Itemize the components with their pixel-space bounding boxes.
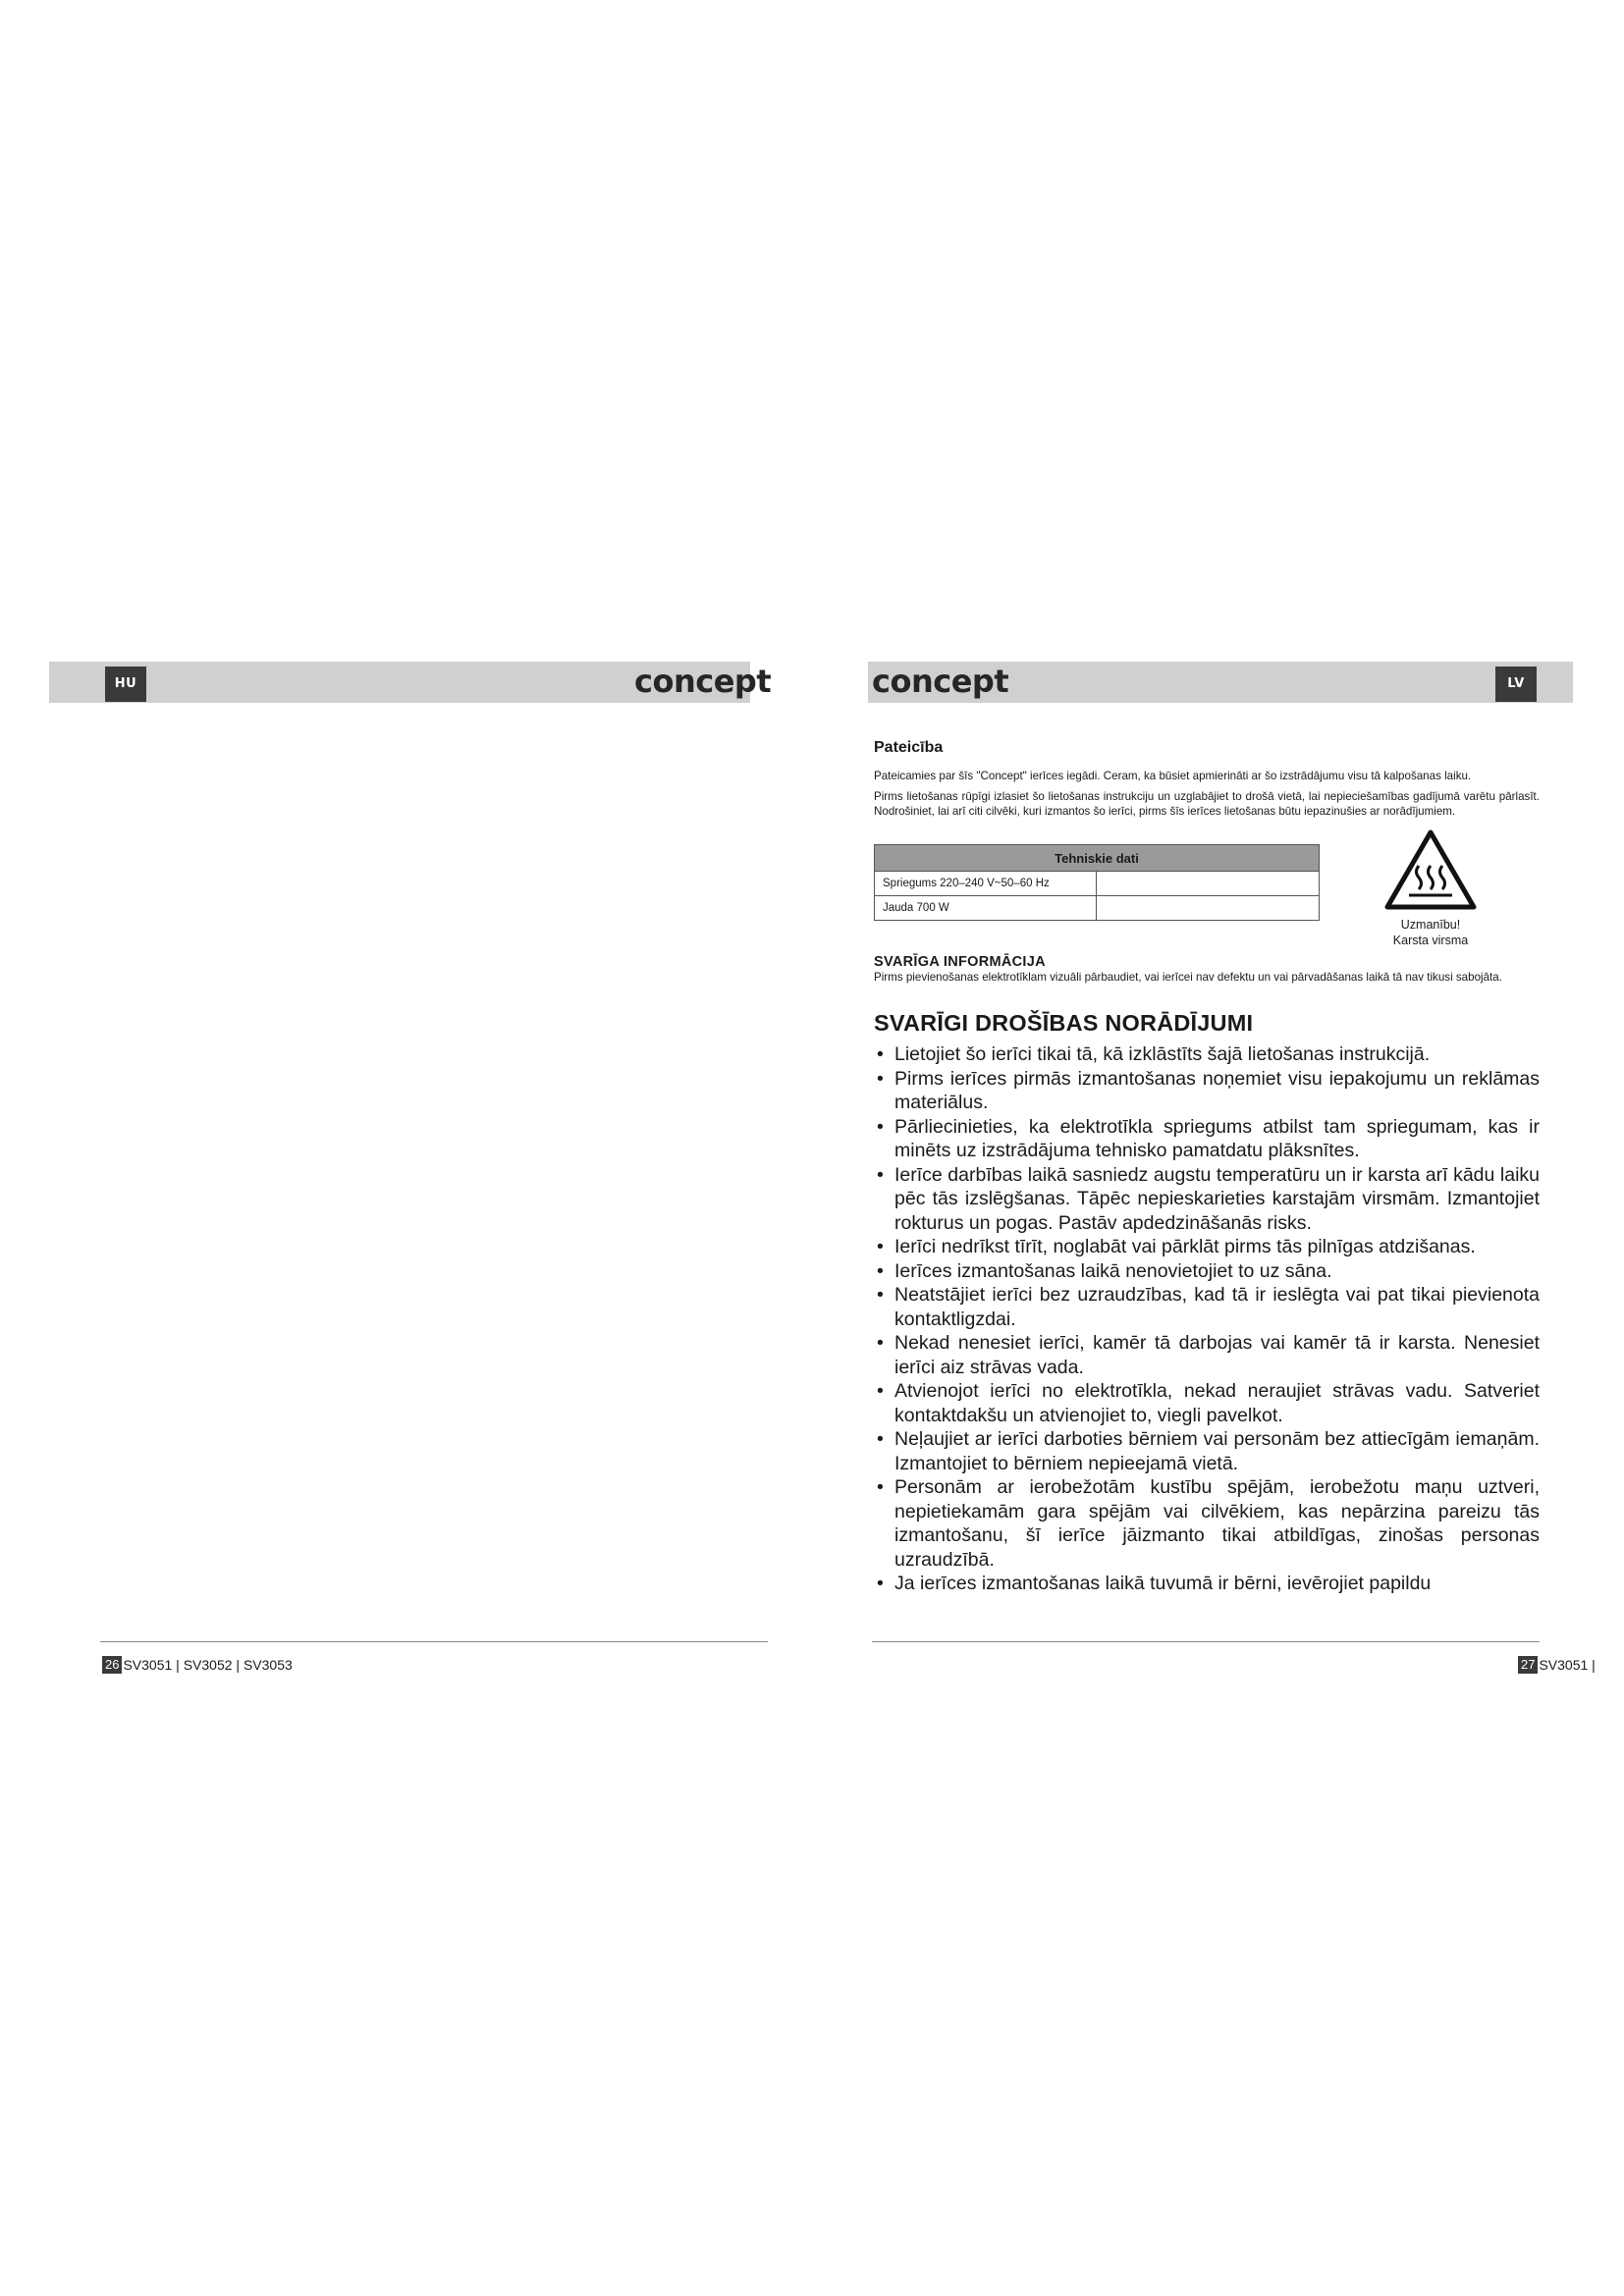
warning-sublabel: Karsta virsma <box>1392 934 1469 947</box>
left-footer-rule <box>100 1641 768 1642</box>
language-badge-lv: LV <box>1495 667 1537 702</box>
list-item: • Personām ar ierobežotām kustību spējām, ierobežotu maņu uztveri, nepietiekamām gara spējām vai cilvēkiem, kas nepārzina pareizu tās izmantošanu, šī ierīce jāizmanto tikai atbildīgas, zinošas personas uzraudzībā. <box>874 1475 1540 1572</box>
technical-data-table <box>874 844 1320 921</box>
right-footer-rule <box>872 1641 1540 1642</box>
warning-label: Uzmanību! <box>1400 918 1461 932</box>
list-item: • Ierīces izmantošanas laikā nenovietojiet to uz sāna. <box>874 1259 1540 1284</box>
list-item: • Neļaujiet ar ierīci darboties bērniem vai personām bez attiecīgām iemaņām. Izmantojiet to bērniem nepieejamā vietā. <box>874 1427 1540 1475</box>
right-page-number: 27 <box>1518 1656 1538 1674</box>
list-item: • Atvienojot ierīci no elektrotīkla, nekad neraujiet strāvas vadu. Satveriet kontaktdakšu un atvienojiet to, viegli pavelkot. <box>874 1379 1540 1427</box>
technical-data-title: Tehniskie dati <box>875 845 1320 872</box>
safety-instructions-heading: SVARĪGI DROŠĪBAS NORĀDĪJUMI <box>874 1010 1254 1036</box>
spec-section <box>874 844 1540 954</box>
thanks-paragraph-1: Pateicamies par šīs "Concept" ierīces iegādi. Ceram, ka būsiet apmierināti ar šo izstrādājumu visu tā kalpošanas laiku. <box>874 770 1472 782</box>
table-cell-empty <box>1097 896 1320 921</box>
hot-surface-warning-icon <box>1383 828 1478 911</box>
left-page-number: 26 <box>102 1656 122 1674</box>
table-cell-empty <box>1097 872 1320 896</box>
right-model-numbers: SV3051 | <box>1539 1657 1596 1673</box>
important-info-heading: SVARĪGA INFORMĀCIJA <box>874 954 1046 970</box>
left-page-footer <box>102 1656 293 1674</box>
thanks-heading: Pateicība <box>874 739 944 756</box>
left-model-numbers: SV3051 | SV3052 | SV3053 <box>123 1657 293 1673</box>
hot-surface-warning <box>1373 828 1489 948</box>
list-item: • Pārliecinieties, ka elektrotīkla spriegums atbilst tam spriegumam, kas ir minēts uz izstrādājuma tehnisko pamatdatu plāksnītes. <box>874 1115 1540 1163</box>
list-item: • Neatstājiet ierīci bez uzraudzības, kad tā ir ieslēgta vai pat tikai pievienota kontaktligzdai. <box>874 1283 1540 1331</box>
list-item: • Ierīci nedrīkst tīrīt, noglabāt vai pārklāt pirms tās pilnīgas atdzišanas. <box>874 1235 1540 1259</box>
spec-voltage: Spriegums 220–240 V~50–60 Hz <box>875 872 1097 896</box>
list-item: • Ja ierīces izmantošanas laikā tuvumā ir bērni, ievērojiet papildu <box>874 1572 1540 1596</box>
important-info-text: Pirms pievienošanas elektrotīklam vizuāli pārbaudiet, vai ierīcei nav defektu un vai pārvadāšanas laikā tā nav tikusi sabojāta. <box>874 971 1502 984</box>
list-item: • Ierīce darbības laikā sasniedz augstu temperatūru un ir karsta arī kādu laiku pēc tās izslēgšanas. Tāpēc nepieskarieties karstajām virsmām. Izmantojiet rokturus un pogas. Pastāv apdedzināšanās risks. <box>874 1163 1540 1236</box>
table-row <box>875 872 1320 896</box>
right-page-footer <box>1518 1656 1596 1674</box>
language-badge-hu: HU <box>105 667 146 702</box>
table-row <box>875 896 1320 921</box>
spec-power: Jauda 700 W <box>875 896 1097 921</box>
right-page-content <box>874 739 1540 1596</box>
list-item: • Nekad nenesiet ierīci, kamēr tā darbojas vai kamēr tā ir karsta. Nenesiet ierīci aiz strāvas vada. <box>874 1331 1540 1379</box>
safety-instructions-list <box>874 1042 1540 1596</box>
right-brand-logo: concept <box>872 663 1009 700</box>
left-brand-logo: concept <box>634 663 772 700</box>
list-item: • Lietojiet šo ierīci tikai tā, kā izklāstīts šajā lietošanas instrukcijā. <box>874 1042 1540 1067</box>
thanks-paragraph-2: Pirms lietošanas rūpīgi izlasiet šo lietošanas instrukciju un uzglabājiet to drošā vietā, lai nepieciešamības gadījumā varētu pārlasīt. Nodrošiniet, lai arī citi cilvēki, kuri izmantos šo ierīci, pirms šīs ierīces lietošanas būtu iepazinušies ar norādījumiem. <box>874 790 1540 818</box>
list-item: • Pirms ierīces pirmās izmantošanas noņemiet visu iepakojumu un reklāmas materiālus. <box>874 1067 1540 1115</box>
table-header-row <box>875 845 1320 872</box>
